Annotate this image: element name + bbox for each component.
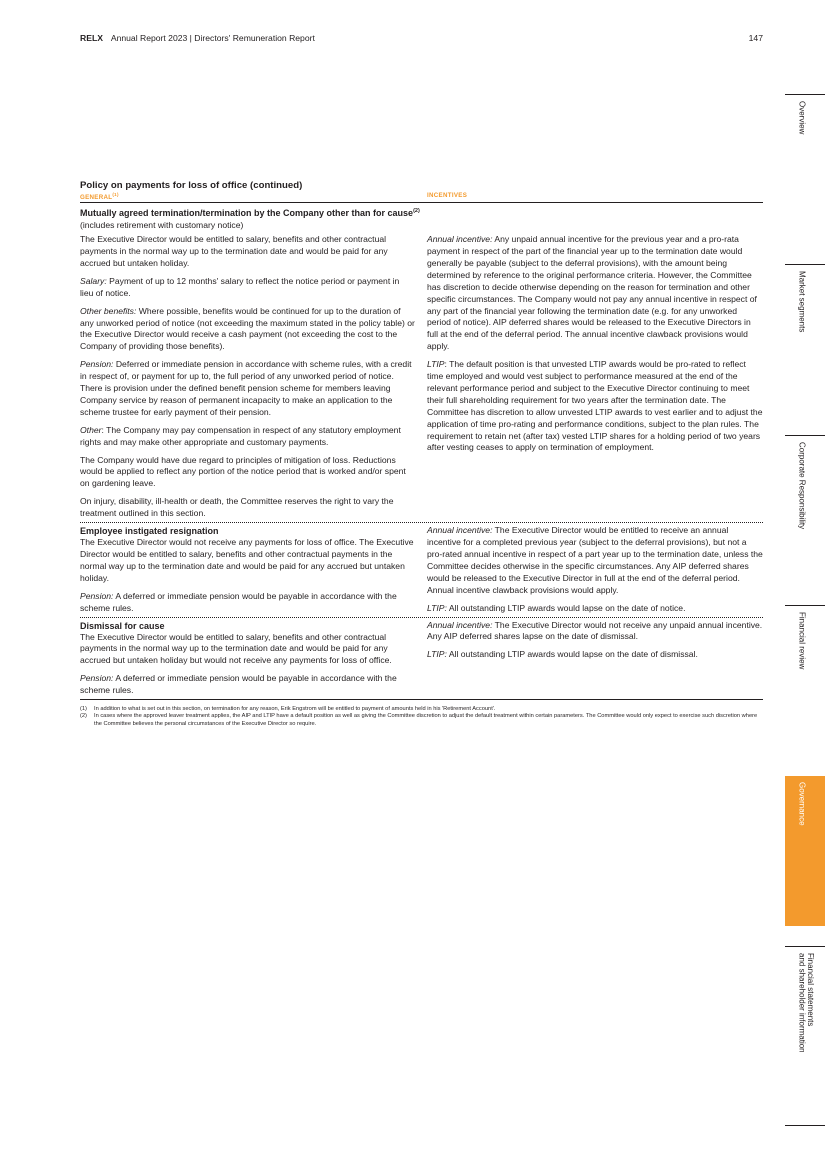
tab-financial-review[interactable] [785,605,825,755]
paragraph: The Executive Director would be entitled to salary, benefits and other contractual payments in the normal way up to the termination date and would be paid for any accrued but untaken holiday but would not receive any payments for loss of office. [80,631,392,666]
paragraph: The Executive Director would be entitled to salary, benefits and other contractual payments in the normal way up to the termination date and would be paid for any accrued but untaken holiday. [80,234,388,268]
column-header-incentives: INCENTIVES [427,192,468,199]
mutual-incentives-column [427,234,763,520]
resignation-title: Employee instigated resignation [80,526,219,537]
paragraph: The Executive Director would not receive any payments for loss of office. The Executive Director would be entitled to salary, benefits and other contractual payments in the normal way up to the termination date and would be paid for any accrued but untaken holiday. [80,537,414,583]
mutual-termination-block [80,203,763,523]
tab-governance-label: Governance [797,782,807,826]
paragraph: Pension: A deferred or immediate pension would be payable in accordance with the scheme rules. [80,673,397,696]
main-content [80,180,763,728]
paragraph: LTIP: The default position is that unvested LTIP awards would be pro-rated to reflect time employed and would vest subject to performance measured at the end of the relevant performance period and subject to the Executive Director continuing to meet their full shareholding requirement for two years after the termination date. The Committee has discretion to allow unvested LTIP awards to vest earlier and to adjust the application of time pro-rating and performance conditions, subject to the plan rules. The requirement to retain net (after tax) vested LTIP shares for a holding period of two years after vesting ceases to apply on termination of employment. [427,359,763,453]
dismissal-incentives-column [427,620,763,698]
resignation-block [80,523,763,617]
tab-corporate-responsibility[interactable] [785,435,825,585]
paragraph: LTIP: All outstanding LTIP awards would lapse on the date of notice. [427,602,686,613]
resignation-general-column [80,525,415,614]
page-number: 147 [748,33,763,43]
tab-financial-review-label: Financial review [797,612,807,670]
dismissal-title: Dismissal for cause [80,620,165,631]
mutual-termination-subtitle: (includes retirement with customary notice) [80,220,244,231]
paragraph: Annual incentive: Any unpaid annual incentive for the previous year and a pro-rata payment in respect of the part of the financial year up to the termination date would generally be payable (subject to the deferral provisions), with the amount being determined by reference to the original performance criteria. However, the Committee has discretion to decide otherwise depending on the reason for termination and other specific circumstances. The Company would not pay any annual incentive in respect of any part of the financial year following the termination date (e.g. for any unworked period of notice). AIP deferred shares would be released to the Executive Directors in full at the end of the deferral period. The annual incentive clawback provisions would apply. [427,234,757,352]
tab-financial-statements-label: Financial statements and shareholder information [797,953,815,1053]
section-heading: Policy on payments for loss of office (continued) [80,180,303,191]
column-header-general: GENERAL$^{(1)}$ [80,192,119,202]
paragraph: Pension: Deferred or immediate pension in accordance with scheme rules, with a credit in respect of, or payment for up to, the full period of any unworked period of notice. There is provision under the defined benefit pension scheme for members leaving Company service by reason of permanent incapacity to make an application to the scheme trustee for early payment of their pension. [80,359,412,417]
header-title-group [80,33,315,43]
paragraph: Other benefits: Where possible, benefits would be continued for up to the duration of any unworked period of notice (not exceeding the maximum stated in the policy table) or the Executive Director would receive a cash payment (not exceeding the cost to the Company of providing those benefits). [80,305,415,352]
paragraph: The Company would have due regard to principles of mitigation of loss. Reductions would be applied to reflect any portion of the notice period that is worked and/or spent on gardening leave. [80,454,406,489]
footnote-number: (2) [80,713,87,720]
paragraph: LTIP: All outstanding LTIP awards would lapse on the date of dismissal. [427,649,698,660]
footnote-number: (1) [80,706,87,713]
paragraph: Annual incentive: The Executive Director would be entitled to receive an annual incentive for a completed previous year (subject to the deferral provisions), but not a pro-rated annual incentive in respect of a part year up to the termination date, unless the Committee decides otherwise in the specific circumstances. Any AIP deferred shares would be released to the Executive Director in full at the end of the deferral period. Annual incentive clawback provisions would apply. [427,525,763,595]
tab-corporate-responsibility-label: Corporate Responsibility [797,442,807,530]
paragraph: Salary: Payment of up to 12 months' salary to reflect the notice period or payment in lieu of notice. [80,275,400,298]
column-headers [80,192,763,203]
paragraph: On injury, disability, ill-health or death, the Committee reserves the right to vary the treatment outlined in this section. [80,496,394,519]
footnote-text: In cases where the approved leaver treatment applies, the AIP and LTIP have a default position as well as giving the Committee discretion to adjust the default treatment within certain parameters. The Committee would only expect to exercise such discretion where the Committee believes the personal circumstances of the Executive Director so require. [94,713,758,727]
paragraph: Annual incentive: The Executive Director would not receive any unpaid annual incentive. Any AIP deferred shares lapse on the date of dismissal. [427,619,763,642]
tab-governance[interactable] [785,776,825,926]
side-navigation [785,94,825,1126]
dismissal-general-column [80,620,415,698]
brand-name: RELX [80,33,103,43]
tab-overview[interactable] [785,94,825,244]
tab-market-segments-label: Market segments [797,271,807,333]
dismissal-block [80,618,763,701]
mutual-termination-title: Mutually agreed termination/termination by the Company other than for cause$^{(2)}$ [80,208,420,219]
mutual-general-column [80,234,415,520]
report-title: Annual Report 2023 | Directors' Remuneration Report [110,33,315,43]
resignation-incentives-column [427,525,763,614]
paragraph: Pension: A deferred or immediate pension would be payable in accordance with the scheme rules. [80,590,397,613]
page-header [80,33,763,43]
footnote [80,706,763,713]
footnote-text: In addition to what is set out in this section, on termination for any reason, Erik Engstrom will be entitled to payment of amounts held in his 'Retirement Account'. [94,706,496,713]
paragraph: Other: The Company may pay compensation in respect of any statutory employment rights and may make other appropriate and customary payments. [80,424,401,447]
tab-overview-label: Overview [797,101,807,135]
tab-financial-statements[interactable] [785,946,825,1126]
mutual-termination-note-ref: (2) [413,208,420,215]
footnotes [80,706,763,728]
tab-market-segments[interactable] [785,264,825,414]
general-note-ref: (1) [112,192,119,197]
footnote [80,713,763,728]
